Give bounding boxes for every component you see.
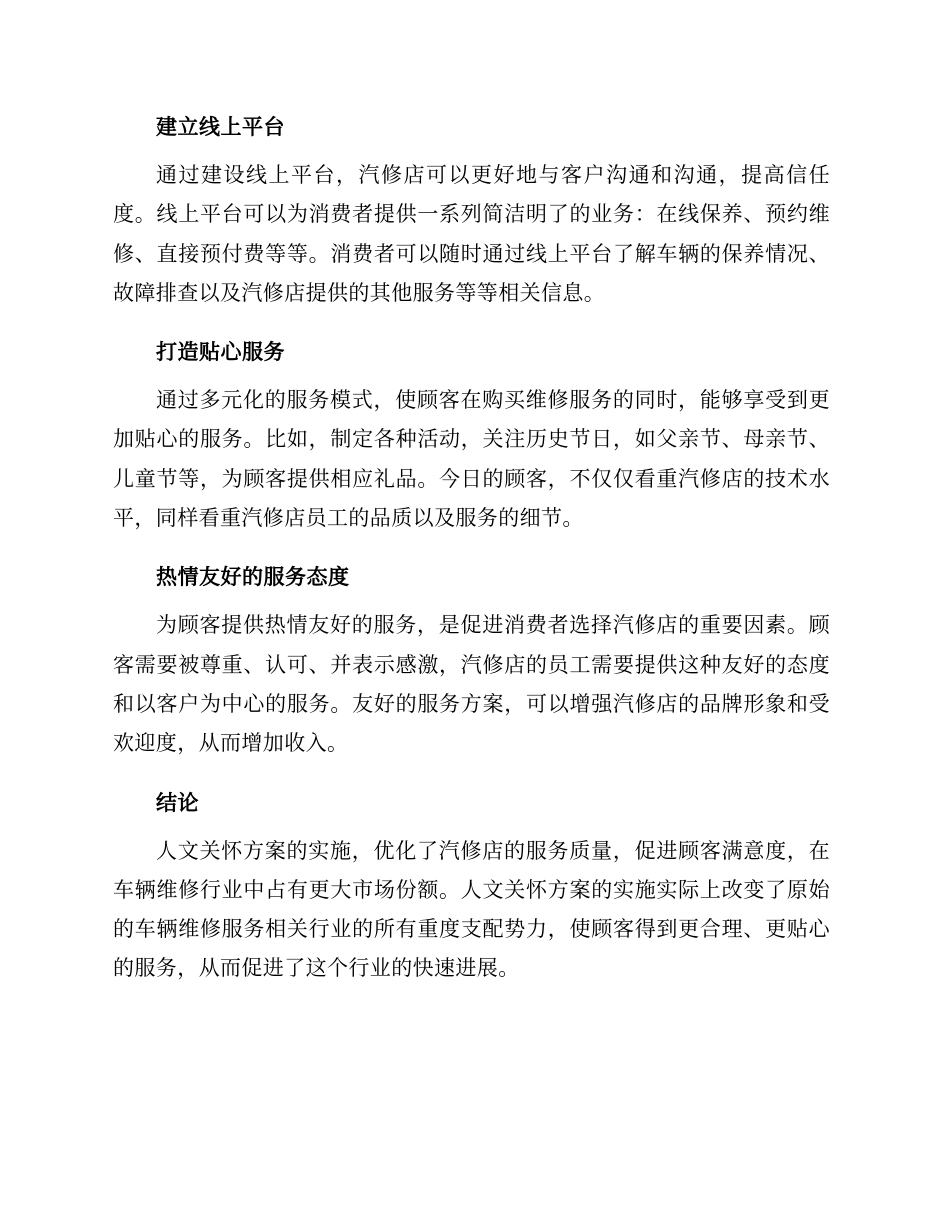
section-paragraph: 人文关怀方案的实施，优化了汽修店的服务质量，促进顾客满意度，在车辆维修行业中占有更大市场份额。人文关怀方案的实施实际上改变了原始的车辆维修服务相关行业的所有重度支配势力，使顾客得到更合理、更贴心的服务，从而促进了这个行业的快速进展。: [113, 838, 830, 981]
section-conclusion: [113, 782, 830, 989]
section-caring-service: [113, 331, 830, 538]
section-heading: 热情友好的服务态度: [156, 565, 350, 590]
section-paragraph: 为顾客提供热情友好的服务，是促进消费者选择汽修店的重要因素。顾客需要被尊重、认可、并表示感激，汽修店的员工需要提供这种友好的态度和以客户为中心的服务。友好的服务方案，可以增强汽修店的品牌形象和受欢迎度，从而增加收入。: [113, 613, 830, 756]
section-heading: 打造贴心服务: [156, 340, 285, 365]
section-friendly-attitude: [113, 556, 830, 763]
document-page: [113, 106, 830, 1007]
section-online-platform: [113, 106, 830, 313]
section-heading: 结论: [156, 790, 199, 815]
section-paragraph: 通过建设线上平台，汽修店可以更好地与客户沟通和沟通，提高信任度。线上平台可以为消费者提供一系列简洁明了的业务：在线保养、预约维修、直接预付费等等。消费者可以随时通过线上平台了解车辆的保养情况、故障排查以及汽修店提供的其他服务等等相关信息。: [113, 163, 830, 305]
section-paragraph: 通过多元化的服务模式，使顾客在购买维修服务的同时，能够享受到更加贴心的服务。比如，制定各种活动，关注历史节日，如父亲节、母亲节、儿童节等，为顾客提供相应礼品。今日的顾客，不仅仅看重汽修店的技术水平，同样看重汽修店员工的品质以及服务的细节。: [113, 388, 830, 531]
section-heading: 建立线上平台: [156, 115, 285, 139]
